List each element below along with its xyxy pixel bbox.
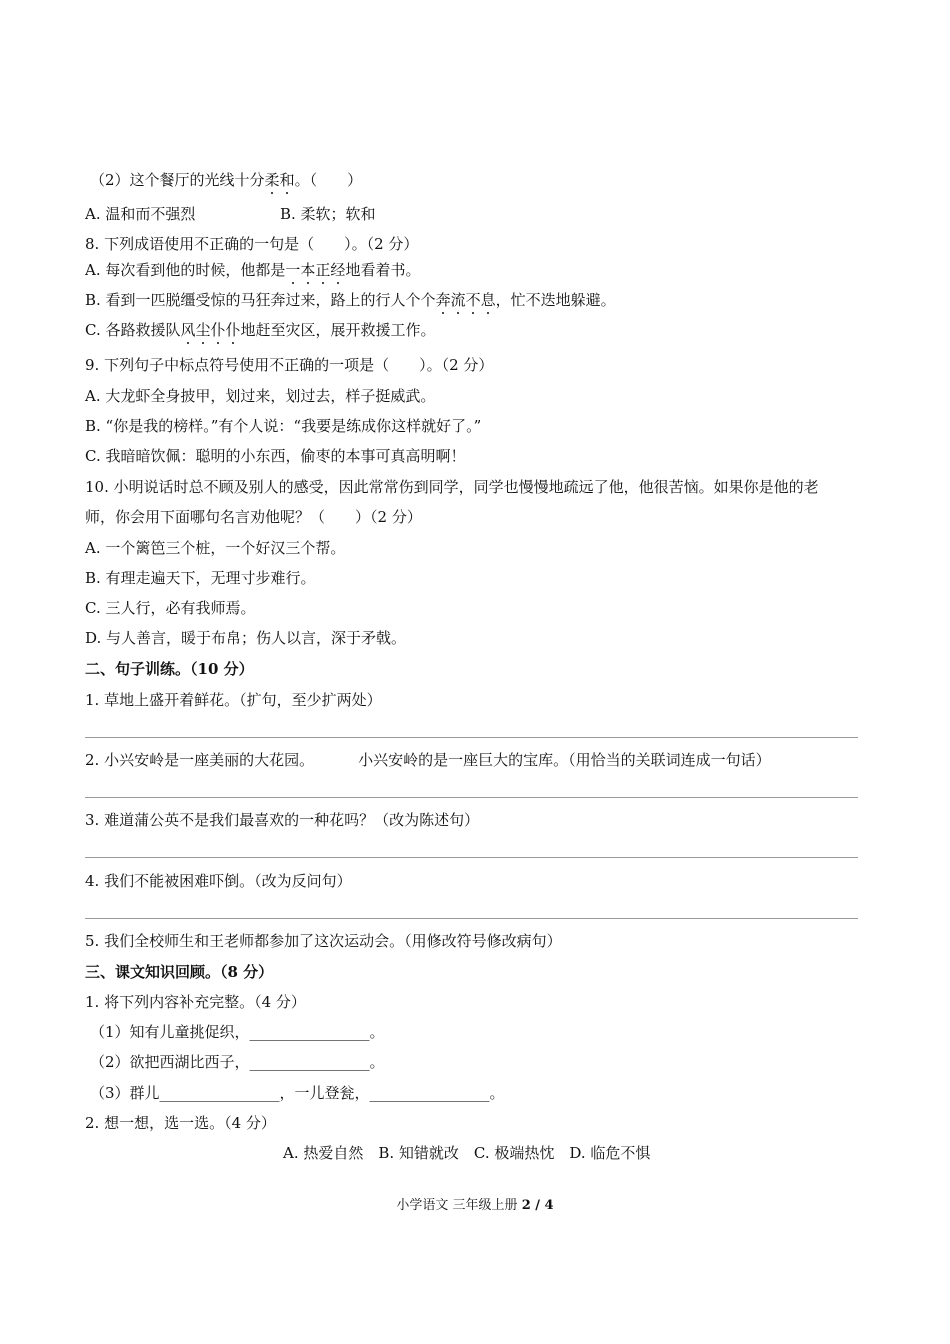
answer-line [85, 918, 858, 919]
dotted-char: 仆 [225, 321, 241, 339]
q10-option-d: D. 与人善言，暖于布帛；伤人以言，深于矛戟。 [85, 629, 407, 647]
q8-option-b [85, 290, 616, 310]
dotted-char: 尘 [195, 321, 211, 339]
stem-text: 。（ ） [294, 171, 363, 189]
question-text: 小兴安岭的是一座巨大的宝库。（用恰当的关联词连成一句话） [358, 751, 771, 769]
option-text: A. 每次看到他的时候，他都是 [85, 261, 286, 279]
q9-option-a: A. 大龙虾全身披甲，划过来，划过去，样子挺威武。 [85, 387, 436, 405]
s2-q1: 1. 草地上盛开着鲜花。（扩句，至少扩两处） [85, 691, 382, 709]
dotted-char: 一 [285, 261, 301, 279]
dotted-char: 柔 [264, 171, 280, 189]
answer-line [85, 737, 858, 738]
q10-stem-line1: 10. 小明说话时总不顾及别人的感受，因此常常伤到同学，同学也慢慢地疏远了他，他很苦恼。如果你是他的老 [85, 478, 819, 496]
q8-stem: 8. 下列成语使用不正确的一句是（ ）。（2 分） [85, 235, 419, 253]
q10-option-b: B. 有理走遍天下，无理寸步难行。 [85, 569, 316, 587]
dotted-char: 奔 [435, 291, 451, 309]
q9-stem: 9. 下列句子中标点符号使用不正确的一项是（ ）。（2 分） [85, 356, 494, 374]
answer-line [85, 797, 858, 798]
s3-q1-3: （3）群儿________________，一儿登瓮，________________。 [90, 1084, 505, 1102]
s3-q1-1: （1）知有儿童挑促织，________________。 [90, 1023, 385, 1041]
q9-option-b: B. “你是我的榜样。”有个人说：“我要是练成你这样就好了。” [85, 417, 482, 435]
s3-q2-options: A. 热爱自然 B. 知错就改 C. 极端热忱 D. 临危不惧 [283, 1144, 651, 1162]
q10-option-a: A. 一个篱笆三个桩，一个好汉三个帮。 [85, 539, 346, 557]
option-text: 地看着书。 [345, 261, 421, 279]
footer-text: 小学语文 三年级上册 [396, 1198, 518, 1213]
s3-q1-2: （2）欲把西湖比西子，________________。 [90, 1053, 385, 1071]
dotted-char: 仆 [210, 321, 226, 339]
answer-line [85, 857, 858, 858]
option-text: 地赶至灾区，展开救援工作。 [240, 321, 436, 339]
stem-text: （2）这个餐厅的光线十分 [90, 171, 265, 189]
s2-q5: 5. 我们全校师生和王老师都参加了这次运动会。（用修改符号修改病句） [85, 932, 562, 950]
dotted-char: 经 [330, 261, 346, 279]
dotted-char: 风 [180, 321, 196, 339]
q8-option-a [85, 260, 420, 280]
s2-q3: 3. 难道蒲公英不是我们最喜欢的一种花吗？（改为陈述句） [85, 811, 480, 829]
q7-2-option-b: B. 柔软；软和 [280, 205, 376, 223]
s2-q2 [85, 750, 771, 770]
page-footer [0, 1197, 950, 1215]
q10-stem-line2: 师，你会用下面哪句名言劝他呢？（ ）（2 分） [85, 508, 422, 526]
q10-option-c: C. 三人行，必有我师焉。 [85, 599, 256, 617]
s3-q1: 1. 将下列内容补充完整。（4 分） [85, 993, 306, 1011]
dotted-char: 正 [315, 261, 331, 279]
dotted-char: 不 [465, 291, 481, 309]
page-number: 2 / 4 [521, 1198, 554, 1213]
option-text: B. 看到一匹脱缰受惊的马狂奔过来，路上的行人个个 [85, 291, 436, 309]
question-text: 2. 小兴安岭是一座美丽的大花园。 [85, 751, 315, 769]
q7-2-stem [90, 170, 362, 190]
option-text: C. 各路救援队 [85, 321, 181, 339]
q7-2-option-a: A. 温和而不强烈 [85, 205, 196, 223]
section3-title: 三、课文知识回顾。（8 分） [85, 963, 274, 981]
dotted-char: 息 [480, 291, 496, 309]
q8-option-c [85, 320, 436, 340]
q9-option-c: C. 我暗暗饮佩：聪明的小东西，偷枣的本事可真高明啊！ [85, 447, 466, 465]
section2-title: 二、句子训练。（10 分） [85, 660, 254, 678]
dotted-char: 流 [450, 291, 466, 309]
option-text: ，忙不迭地躲避。 [495, 291, 616, 309]
dotted-char: 和 [279, 171, 295, 189]
s3-q2: 2. 想一想，选一选。（4 分） [85, 1114, 276, 1132]
s2-q4: 4. 我们不能被困难吓倒。（改为反问句） [85, 872, 352, 890]
dotted-char: 本 [300, 261, 316, 279]
